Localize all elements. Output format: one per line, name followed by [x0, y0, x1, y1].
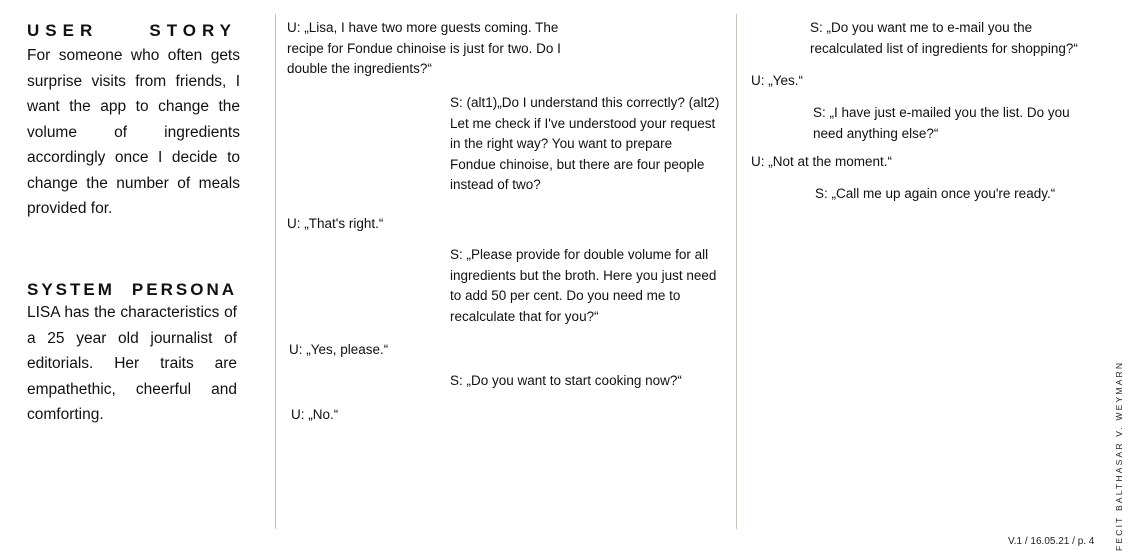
author-credit: FECIT BALTHASAR V. WEYMARN [1114, 360, 1124, 551]
user-story-heading: USER STORY [27, 21, 237, 40]
page-version-label: V.1 / 16.05.21 / p. 4 [1008, 536, 1095, 547]
column-divider-left [275, 14, 276, 529]
column-divider-right [736, 14, 737, 529]
system-persona-heading: SYSTEM PERSONA [27, 280, 237, 299]
dialogue-user-utterance: U: „Yes, please.“ [289, 342, 389, 357]
dialogue-system-utterance: S: (alt1)„Do I understand this correctly? (alt2) Let me check if I've understood your request in the right way? You want to prepare Fondue chinoise, but there are four people instead of two? [450, 95, 720, 192]
dialogue-system-utterance: S: „I have just e-mailed you the list. Do you need anything else?“ [813, 105, 1070, 141]
dialogue-system-utterance: S: „Do you want me to e-mail you the recalculated list of ingredients for shopping?“ [810, 20, 1078, 56]
dialogue-user-utterance: U: „Lisa, I have two more guests coming. The recipe for Fondue chinoise is just for two. Do I double the ingredients?“ [287, 20, 561, 76]
system-persona-text: LISA has the characteristics of a 25 year old journalist of editorials. Her traits are empathethic, cheerful and comforting. [27, 304, 237, 423]
dialogue-user-utterance: U: „Not at the moment.“ [751, 154, 893, 169]
user-story-text: For someone who often gets surprise visits from friends, I want the app to change the volume of ingredients accordingly once I decide to change the number of meals provided for. [27, 47, 240, 217]
dialogue-user-utterance: U: „No.“ [291, 407, 339, 422]
dialogue-user-utterance: U: „Yes.“ [751, 73, 804, 88]
dialogue-system-utterance: S: „Please provide for double volume for all ingredients but the broth. Here you just need to add 50 per cent. Do you need me to recalculate that for you?“ [450, 247, 717, 324]
dialogue-system-utterance: S: „Call me up again once you're ready.“ [815, 186, 1056, 201]
dialogue-system-utterance: S: „Do you want to start cooking now?“ [450, 373, 682, 388]
dialogue-user-utterance: U: „That's right.“ [287, 216, 384, 231]
